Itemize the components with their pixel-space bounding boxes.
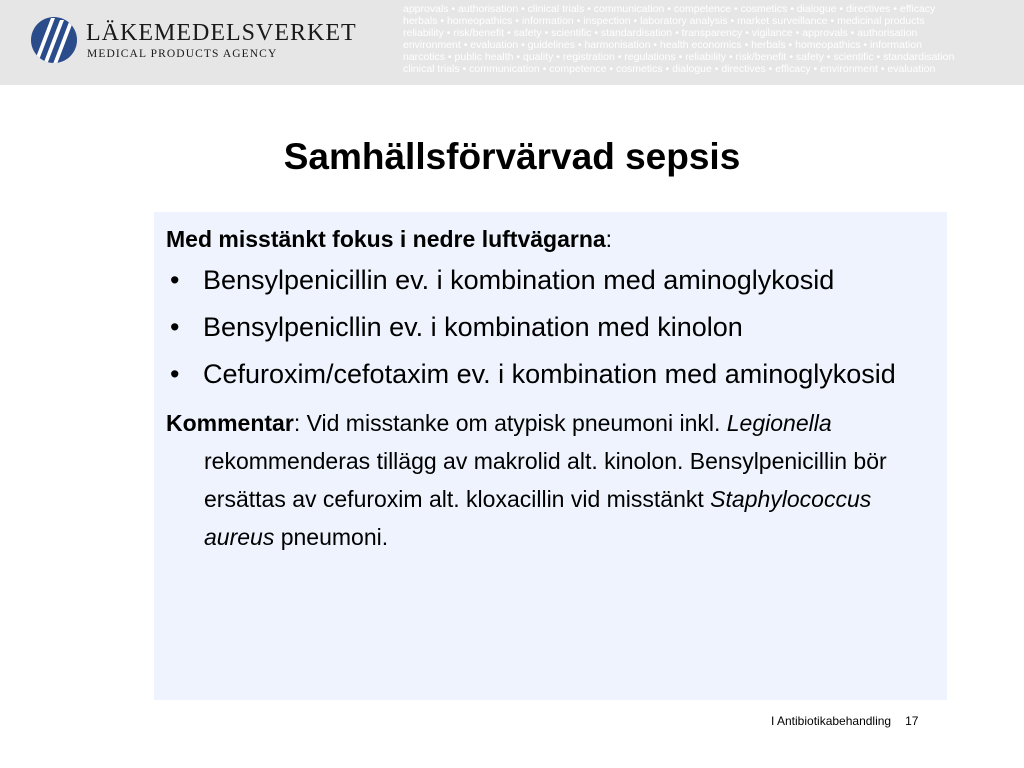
bullet-text: Cefuroxim/cefotaxim ev. i kombination med aminoglykosid <box>203 359 896 389</box>
bullet-item <box>166 260 935 300</box>
lead-colon: : <box>605 226 613 252</box>
bullet-text: Bensylpenicillin ev. i kombination med aminoglykosid <box>203 265 835 295</box>
header-banner <box>0 0 1024 85</box>
comment-paragraph <box>166 404 935 556</box>
content-box <box>154 212 947 700</box>
lead-line <box>166 222 935 256</box>
org-subtitle: MEDICAL PRODUCTS AGENCY <box>87 48 278 60</box>
comment-text: pneumoni. <box>274 524 389 550</box>
page-number: 17 <box>905 714 919 728</box>
bullet-list <box>166 260 935 394</box>
watermark-line: narcotics • public health • quality • registration • regulations • reliability • risk/benefit • safety • scientific • standardisation <box>403 51 955 63</box>
watermark-line: reliability • risk/benefit • safety • scientific • standardisation • transparency • vigilance • approvals • authorisation <box>403 27 918 39</box>
watermark-text <box>403 3 1024 75</box>
bullet-item <box>166 307 935 347</box>
comment-italic: Staphylococcus aureus <box>204 486 872 550</box>
watermark-line: approvals • authorisation • clinical trials • communication • competence • cosmetics • dialogue • directives • efficacy <box>403 3 936 15</box>
slide-footer <box>771 714 918 728</box>
bullet-text: Bensylpenicllin ev. i kombination med kinolon <box>203 312 743 342</box>
slide-title: Samhällsförvärvad sepsis <box>283 136 741 177</box>
footer-label: I Antibiotikabehandling <box>771 714 892 728</box>
watermark-line: clinical trials • communication • competence • cosmetics • dialogue • directives • efficacy • environment • evaluation <box>403 63 936 75</box>
bullet-dot-icon: • <box>170 312 180 342</box>
watermark-line: environment • evaluation • guidelines • harmonisation • health economics • herbals • homeopathics • information <box>403 39 922 51</box>
bullet-item <box>166 354 935 394</box>
bullet-dot-icon: • <box>170 265 180 295</box>
comment-text: rekommenderas tillägg av makrolid alt. kinolon. Bensylpenicillin bör ersättas av cefuroxim alt. kloxacillin vid misstänkt <box>204 448 887 512</box>
comment-italic: Legionella <box>726 410 832 436</box>
lead-bold-text: Med misstänkt fokus i nedre luftvägarna <box>166 226 606 252</box>
agency-logo-icon <box>30 16 78 64</box>
org-name: LÄKEMEDELSVERKET <box>86 20 357 46</box>
comment-text: : Vid misstanke om atypisk pneumoni inkl. <box>293 410 727 436</box>
watermark-line: herbals • homeopathics • information • inspection • laboratory analysis • market surveillance • medicinal products <box>403 15 925 27</box>
bullet-dot-icon: • <box>170 359 180 389</box>
comment-label: Kommentar <box>166 410 294 436</box>
